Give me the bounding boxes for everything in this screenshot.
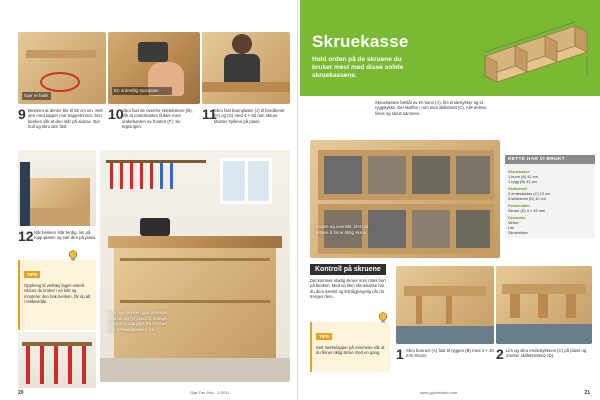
photo-step-2 bbox=[496, 266, 592, 344]
right-page bbox=[300, 0, 600, 400]
parts-list-header: DETTE HAR VI BRUKT bbox=[505, 155, 595, 164]
footer-right: www.gjordetselv.com bbox=[420, 390, 458, 395]
footer-left: Gjør Det Selv · 1/2011 bbox=[190, 390, 230, 395]
parts-group-name: Dessuten bbox=[508, 215, 526, 220]
page-subtitle: Hold orden på de skruene du bruker mest med disse solide skruekassene. bbox=[312, 56, 404, 79]
step-12-text: Når benken står ferdig, lim på topp-platen og sett den på plass. bbox=[34, 230, 97, 241]
step-10-number: 10 bbox=[108, 106, 124, 122]
photo-clamps bbox=[18, 332, 96, 388]
step-11-text: Skru fast bunnplaten (J) til bordbenet (H) og (G) med 4 × 50 mm skruer. Monter hyllene på plass. bbox=[214, 108, 285, 124]
step-9-number: 9 bbox=[18, 106, 26, 122]
tip-text: Oppheng til verktøy lages enkelt. Skruer du kroker i en lekt og monterer den bak benken, får du alt i rekkevidde. bbox=[24, 283, 91, 304]
step-9-text: Bestemt at denne blir til 58 cm inn. Sett den med tapper mot trappetrinnet. Snu benken slik at den står på sidene. Bor hull og skru den fast. bbox=[28, 108, 103, 130]
tip-text-right: Sett merkelapper på rommene slik at du finner riktig skrue med en gang. bbox=[316, 345, 385, 356]
intro-text: Skruekassen består av en bunn (A), fire endestykker og et ryggstykke. Del skuffen i rom med skillebrett (C). Alle delene limes og skrus sammen. bbox=[375, 100, 487, 116]
step-2-number: 2 bbox=[496, 346, 504, 362]
parts-item: Skrutrekker bbox=[508, 230, 528, 235]
photo-step-1 bbox=[396, 266, 494, 344]
parts-group-name: Festemidler bbox=[508, 203, 530, 208]
parts-item: Vinkel bbox=[508, 220, 519, 225]
page-title: Skruekasse bbox=[312, 32, 409, 51]
lightbulb-icon bbox=[68, 250, 78, 262]
parts-item: Lim bbox=[508, 225, 515, 230]
parts-item: 1 bunn (A) 42 cm bbox=[508, 174, 538, 179]
page-number-right: 21 bbox=[584, 390, 590, 396]
photo-step-9 bbox=[18, 32, 106, 104]
photo-step-12 bbox=[18, 150, 96, 226]
section-title: Kontroll på skruene bbox=[310, 264, 386, 275]
step-1-number: 1 bbox=[396, 346, 404, 362]
lightbulb-icon bbox=[378, 312, 388, 324]
photo-label-1: Gjør et hakk bbox=[24, 93, 49, 98]
step-1-text: Skru bunnen (A) fast til ryggen (B) med 4 × 40 mm skruer. bbox=[406, 348, 494, 359]
photo-screw-box bbox=[310, 140, 500, 258]
tip-box-left bbox=[18, 260, 96, 330]
parts-item: 1 rygg (B) 42 cm bbox=[508, 179, 537, 184]
parts-item: 2 endestykker (C) 10 cm bbox=[508, 191, 551, 196]
photo-step-10 bbox=[108, 32, 200, 104]
tip-label-right: TIPS bbox=[316, 333, 332, 340]
workbench-caption: Den nye benken gjør arbeidet enklere og gir plass til mange maskiner. Dagslys fra vinduet gjør arbeidsplassen lys. bbox=[108, 310, 168, 332]
step-11-number: 11 bbox=[202, 106, 217, 122]
parts-group-name: Skillebrett bbox=[508, 186, 527, 191]
left-page bbox=[0, 0, 298, 400]
parts-list-body bbox=[505, 164, 595, 238]
step-10-text: Skru fast de ovenfor stottelistene (B), slik at underkanten flukter med underkanten av fronten (F). Se tegningen. bbox=[122, 108, 193, 130]
step-12-number: 12 bbox=[18, 228, 34, 244]
photo-workbench bbox=[100, 150, 290, 382]
parts-item: 3 skillebrett (D) 10 cm bbox=[508, 196, 546, 201]
parts-item: Skruer (E) 4 × 40 mm bbox=[508, 208, 546, 213]
photo-label-2: En ordentlig sponplate bbox=[112, 87, 172, 95]
photo-step-11 bbox=[202, 32, 290, 104]
parts-list bbox=[505, 155, 595, 238]
tip-box-right bbox=[310, 322, 390, 372]
screw-box-diagram bbox=[475, 16, 595, 96]
screw-box-caption: Orden og oversikt: Det blir lettere å finne riktig skrue. bbox=[316, 224, 369, 235]
step-2-text: Lim og skru endestykkene (C) på plass og monter skillebrettene (D). bbox=[506, 348, 587, 359]
page-number-left: 20 bbox=[18, 390, 24, 396]
parts-group-name: Skruekasse bbox=[508, 169, 530, 174]
tip-label: TIPS bbox=[24, 271, 40, 278]
section-text: Det kommer stadig skruer som rotes bort på benken. Med en liten skruekasse har du dem samlet og lett tilgjengelig når du trenger dem. bbox=[310, 278, 386, 299]
